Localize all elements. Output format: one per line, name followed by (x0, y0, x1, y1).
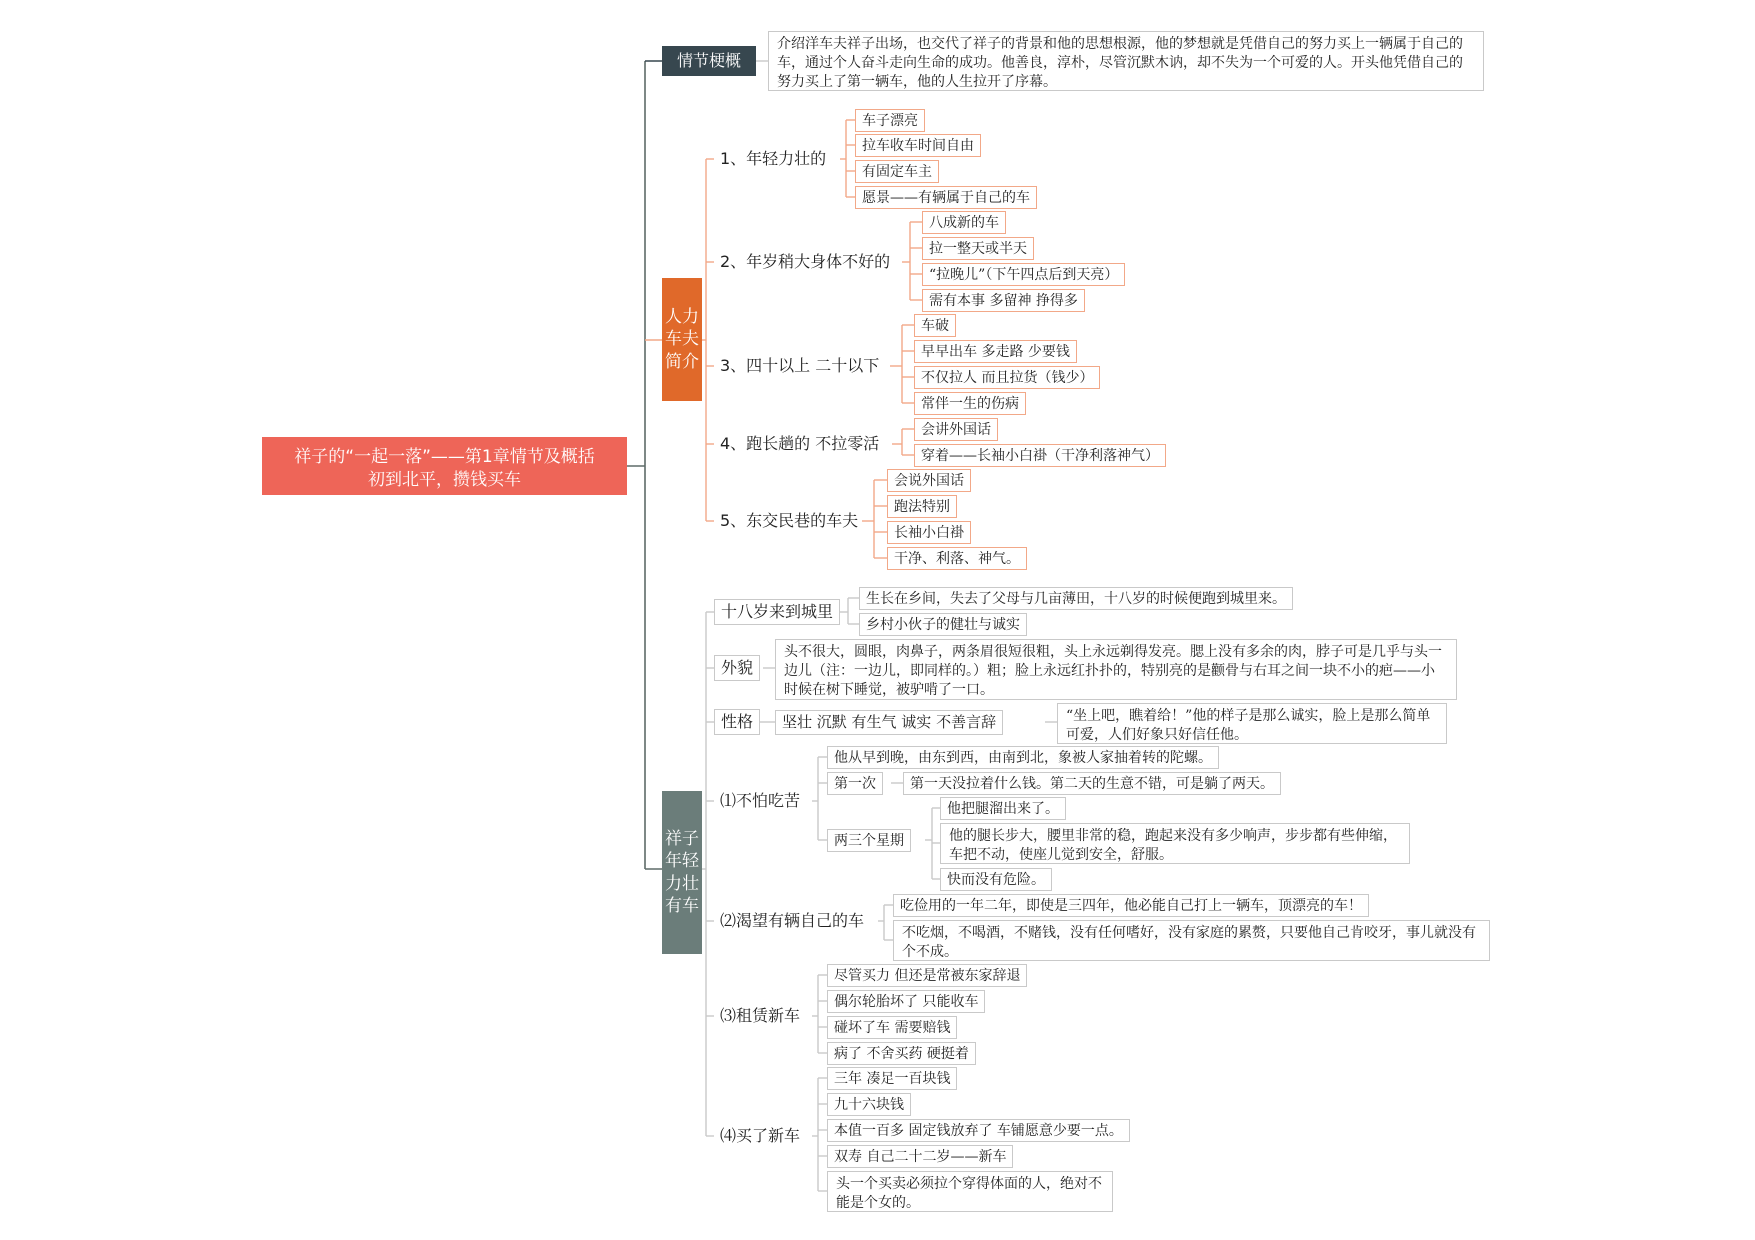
city-item: 生长在乡间，失去了父母与几亩薄田，十八岁的时候便跑到城里来。 (859, 587, 1293, 610)
rickshaw-group-4-item: 会讲外国话 (914, 418, 998, 441)
rickshaw-group-5-item: 干净、利落、神气。 (887, 547, 1027, 570)
bought-title[interactable]: ⑷买了新车 (720, 1126, 801, 1145)
hardwork-intro: 他从早到晚，由东到西，由南到北，象被人家抽着转的陀螺。 (827, 746, 1219, 769)
rent-title[interactable]: ⑶租赁新车 (720, 1006, 801, 1025)
rickshaw-group-2-item: “拉晚儿”（下午四点后到天亮） (922, 263, 1125, 286)
city-item: 乡村小伙子的健壮与诚实 (859, 613, 1027, 636)
rickshaw-group-2-item: 拉一整天或半天 (922, 237, 1034, 260)
bought-item: 九十六块钱 (827, 1093, 911, 1116)
rickshaw-group-3-item: 车破 (914, 314, 956, 337)
rickshaw-intro-node[interactable]: 人力车夫简介 (662, 278, 702, 401)
weeks-item: 他的腿长步大，腰里非常的稳，跑起来没有多少响声，步步都有些伸缩，车把不动，使座儿觉到安全，舒服。 (940, 823, 1410, 864)
bought-item: 双寿 自己二十二岁——新车 (827, 1145, 1013, 1168)
root-title: 祥子的“一起一落”——第1章情节及概括 (294, 447, 595, 467)
rickshaw-group-3-item: 常伴一生的伤病 (914, 392, 1026, 415)
rickshaw-group-1-item: 车子漂亮 (855, 109, 925, 132)
rickshaw-group-4-title[interactable]: 4、跑长趟的 不拉零活 (720, 434, 880, 453)
rent-item: 病了 不舍买药 硬挺着 (827, 1042, 976, 1065)
hardwork-title[interactable]: ⑴不怕吃苦 (720, 791, 801, 810)
rickshaw-group-5-item: 跑法特别 (887, 495, 957, 518)
rickshaw-group-1-item: 有固定车主 (855, 160, 939, 183)
rickshaw-group-5-title[interactable]: 5、东交民巷的车夫 (720, 511, 859, 530)
desire-item: 吃俭用的一年二年，即使是三四年，他必能自己打上一辆车，顶漂亮的车！ (893, 894, 1369, 917)
rickshaw-group-2-item: 需有本事 多留神 挣得多 (922, 289, 1085, 312)
city-title[interactable]: 十八岁来到城里 (714, 599, 840, 625)
rickshaw-group-1-item: 愿景——有辆属于自己的车 (855, 186, 1037, 209)
root-topic[interactable] (262, 437, 627, 495)
character-quote: “坐上吧，瞧着给！”他的样子是那么诚实，脸上是那么简单可爱，人们好象只好信任他。 (1057, 703, 1447, 744)
rickshaw-group-5-item: 会说外国话 (887, 469, 971, 492)
character-title[interactable]: 性格 (714, 709, 760, 735)
looks-title[interactable]: 外貌 (714, 655, 760, 681)
first-time-title[interactable]: 第一次 (827, 772, 883, 795)
bought-item: 头一个买卖必须拉个穿得体面的人，绝对不能是个女的。 (827, 1171, 1113, 1212)
bought-item: 本值一百多 固定钱放弃了 车铺愿意少要一点。 (827, 1119, 1130, 1142)
rickshaw-group-3-item: 早早出车 多走路 少要钱 (914, 340, 1077, 363)
rent-item: 偶尔轮胎坏了 只能收车 (827, 990, 985, 1013)
rent-item: 尽管买力 但还是常被东家辞退 (827, 964, 1027, 987)
rickshaw-group-4-item: 穿着——长袖小白褂（干净利落神气） (914, 444, 1166, 467)
desire-item: 不吃烟，不喝酒，不赌钱，没有任何嗜好，没有家庭的累赘，只要他自己肯咬牙，事儿就没有个不成。 (893, 920, 1490, 961)
rickshaw-group-5-item: 长袖小白褂 (887, 521, 971, 544)
rickshaw-group-3-title[interactable]: 3、四十以上 二十以下 (720, 356, 880, 375)
plot-summary-text: 介绍洋车夫祥子出场，也交代了祥子的背景和他的思想根源，他的梦想就是凭借自己的努力买上一辆属于自己的车，通过个人奋斗走向生命的成功。他善良，淳朴，尽管沉默木讷，却不失为一个可爱的人。开头他凭借自己的努力买上了第一辆车，他的人生拉开了序幕。 (768, 31, 1484, 91)
first-time-text: 第一天没拉着什么钱。第二天的生意不错，可是躺了两天。 (903, 772, 1281, 795)
rickshaw-group-2-item: 八成新的车 (922, 211, 1006, 234)
bought-item: 三年 凑足一百块钱 (827, 1067, 957, 1090)
weeks-item: 快而没有危险。 (940, 868, 1052, 891)
xiangzi-node[interactable]: 祥子年轻力壮有车 (662, 791, 702, 954)
weeks-item: 他把腿溜出来了。 (940, 797, 1066, 820)
rickshaw-group-1-title[interactable]: 1、年轻力壮的 (720, 149, 827, 168)
rent-item: 碰坏了车 需要赔钱 (827, 1016, 957, 1039)
rickshaw-group-3-item: 不仅拉人 而且拉货（钱少） (914, 366, 1100, 389)
rickshaw-group-2-title[interactable]: 2、年岁稍大身体不好的 (720, 252, 891, 271)
weeks-title[interactable]: 两三个星期 (827, 829, 911, 852)
root-subtitle: 初到北平，攒钱买车 (368, 469, 521, 490)
plot-summary-node[interactable]: 情节梗概 (662, 46, 756, 76)
looks-text: 头不很大，圆眼，肉鼻子，两条眉很短很粗，头上永远剃得发亮。腮上没有多余的肉，脖子可是几乎与头一边儿（注：一边儿，即同样的。）粗；脸上永远红扑扑的，特别亮的是颧骨与右耳之间一块不小的疤——小时候在树下睡觉，被驴啃了一口。 (775, 639, 1457, 700)
character-traits: 坚壮 沉默 有生气 诚实 不善言辞 (775, 710, 1003, 735)
rickshaw-group-1-item: 拉车收车时间自由 (855, 134, 981, 157)
desire-title[interactable]: ⑵渴望有辆自己的车 (720, 911, 865, 930)
